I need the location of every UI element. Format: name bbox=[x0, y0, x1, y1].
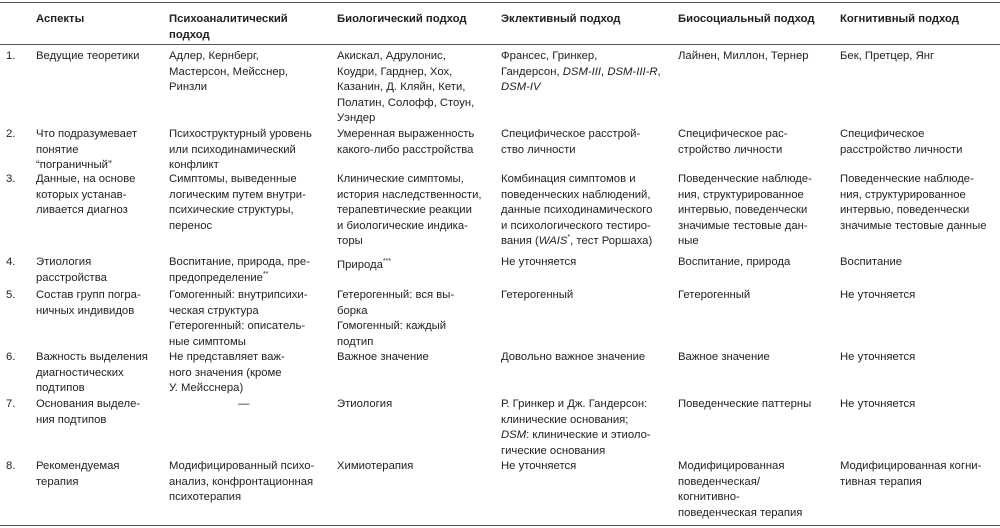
cell-line: Комбинация симптомов и bbox=[501, 173, 636, 185]
header-bottom-rule bbox=[0, 44, 1000, 45]
aspect-cell bbox=[36, 459, 120, 490]
header-aspects: Аспекты bbox=[36, 13, 85, 25]
eclectic-cell bbox=[501, 288, 573, 304]
cell-line: Воспитание, природа, пре- bbox=[169, 256, 310, 268]
dsm-iv-text: DSM-IV bbox=[501, 81, 541, 93]
text-span: Природа bbox=[337, 259, 383, 271]
cell-line: клинические основания; bbox=[501, 413, 629, 426]
cell-line: ния подтипов bbox=[36, 413, 107, 426]
psychoanalytic-cell bbox=[169, 288, 308, 350]
cell-line: и психологического тестиро- bbox=[501, 219, 651, 232]
cell-line: психотерапия bbox=[169, 491, 242, 503]
text-span: вания ( bbox=[501, 235, 539, 247]
cell-line: Казанин, Д. Кляйн, Кети, bbox=[337, 81, 466, 93]
cell-line: торы bbox=[337, 235, 363, 247]
cell-line: Гетерогенный bbox=[678, 289, 751, 301]
cell-line: расстройство личности bbox=[840, 143, 963, 156]
cell-line: поведенческих наблюдений, bbox=[501, 188, 651, 201]
cell-line: Психоструктурный уровень bbox=[169, 128, 312, 140]
cell-line: Не уточняется bbox=[501, 460, 577, 472]
cell-line: Гетерогенный bbox=[501, 289, 574, 301]
cell-line: Гетерогенный: вся вы- bbox=[337, 289, 455, 301]
row-number: 1. bbox=[6, 50, 16, 62]
footnote-mark: ** bbox=[262, 270, 269, 278]
cell-line: Модифицированный психо- bbox=[169, 460, 315, 472]
cell-line: Не представляет важ- bbox=[169, 351, 285, 363]
cell-line: ния, структурированное bbox=[678, 188, 804, 201]
text-span: , тест Роршаха) bbox=[570, 235, 653, 247]
cell-line: поведенческая/ bbox=[678, 475, 760, 488]
cell-line bbox=[501, 428, 651, 444]
wais-text: WAIS bbox=[538, 235, 568, 247]
footnote-mark: *** bbox=[382, 258, 392, 266]
cell-line: Что подразумевает bbox=[36, 128, 138, 140]
cell-line: Воспитание bbox=[840, 256, 903, 268]
biological-cell bbox=[337, 397, 392, 413]
cell-line: Поведенческие наблюде- bbox=[840, 173, 974, 185]
cell-line: Важное значение bbox=[337, 351, 429, 363]
cell-line: которых устанав- bbox=[36, 188, 127, 201]
cognitive-cell bbox=[840, 288, 915, 304]
cell-line: Модифицированная когни- bbox=[840, 460, 982, 472]
row-number: 5. bbox=[6, 289, 16, 301]
row-number: 8. bbox=[6, 460, 16, 472]
cell-line: У. Мейсснера) bbox=[169, 382, 244, 394]
eclectic-cell bbox=[501, 459, 576, 475]
cell-line: значимые тестовые дан- bbox=[678, 219, 808, 232]
cell-line: и биологические индика- bbox=[337, 219, 468, 232]
psychoanalytic-cell bbox=[169, 350, 285, 397]
text-span: Гандерсон, bbox=[501, 65, 563, 78]
table-top-rule bbox=[0, 2, 1000, 3]
biological-cell bbox=[337, 350, 429, 366]
biosocial-cell bbox=[678, 397, 811, 413]
header-biological: Биологический подход bbox=[337, 13, 467, 25]
text-span: предопределение bbox=[169, 271, 263, 284]
cell-line: Гомогенный: внутрипсихи- bbox=[169, 289, 308, 301]
row-number: 7. bbox=[6, 398, 16, 410]
cell-line: Состав групп погра- bbox=[36, 289, 141, 301]
cell-line: поведенческая терапия bbox=[678, 506, 803, 519]
psychoanalytic-cell bbox=[169, 459, 314, 506]
header-psychoanalytic-line1: Психоаналитический bbox=[169, 13, 288, 25]
eclectic-cell bbox=[501, 49, 661, 96]
cell-line: терапия bbox=[36, 475, 79, 488]
biological-cell bbox=[337, 459, 413, 475]
psychoanalytic-cell bbox=[169, 49, 288, 96]
cell-line: Гомогенный: каждый bbox=[337, 320, 447, 332]
cell-line: Специфическое расстрой- bbox=[501, 128, 641, 140]
cell-line: Важное значение bbox=[678, 351, 770, 363]
cell-line: логическим путем внутри- bbox=[169, 188, 306, 201]
text-span: , bbox=[601, 65, 608, 78]
cell-line: ничных индивидов bbox=[36, 304, 135, 317]
cell-line: перенос bbox=[169, 219, 213, 232]
cell-line: Этиология bbox=[337, 398, 393, 410]
cognitive-cell bbox=[840, 127, 962, 158]
eclectic-cell bbox=[501, 127, 640, 158]
cell-line: борка bbox=[337, 304, 368, 317]
table-bottom-rule bbox=[0, 525, 1000, 526]
cell-line: Рекомендуемая bbox=[36, 460, 120, 472]
cell-line: ные bbox=[678, 235, 699, 247]
cell-line: Поведенческие паттерны bbox=[678, 398, 812, 410]
header-cognitive: Когнитивный подход bbox=[840, 13, 959, 25]
cell-line bbox=[169, 271, 310, 287]
cell-line: интервью, поведенчески bbox=[678, 204, 808, 216]
cell-line: какого-либо расстройства bbox=[337, 143, 474, 156]
cell-line: понятие bbox=[36, 143, 79, 156]
eclectic-cell bbox=[501, 397, 651, 459]
aspect-cell bbox=[36, 49, 139, 65]
cell-line: Довольно важное значение bbox=[501, 351, 646, 363]
footnote-mark: * bbox=[567, 234, 571, 242]
cell-line: Франсес, Гринкер, bbox=[501, 50, 598, 62]
row-number: 2. bbox=[6, 128, 16, 140]
cell-line: значимые тестовые данные bbox=[840, 219, 987, 232]
cognitive-cell bbox=[840, 255, 902, 271]
cell-line: Лайнен, Миллон, Тернер bbox=[678, 50, 809, 62]
dsm-iii-r-text: DSM-III-R bbox=[607, 65, 658, 78]
cell-line: ческая структура bbox=[169, 304, 259, 317]
cognitive-cell bbox=[840, 49, 934, 65]
cell-line: история наследственности, bbox=[337, 188, 482, 201]
aspect-cell bbox=[36, 350, 148, 397]
cell-line: Поведенческие наблюде- bbox=[678, 173, 812, 185]
cell-line: ливается диагноз bbox=[36, 204, 128, 216]
biosocial-cell bbox=[678, 288, 750, 304]
cell-line: “пограничный” bbox=[36, 159, 112, 171]
eclectic-cell bbox=[501, 350, 645, 366]
cell-line: интервью, поведенчески bbox=[840, 204, 970, 216]
row-number: 6. bbox=[6, 351, 16, 363]
biological-cell bbox=[337, 127, 474, 158]
cell-line bbox=[337, 258, 391, 274]
header-biosocial: Биосоциальный подход bbox=[678, 13, 815, 25]
eclectic-cell bbox=[501, 255, 576, 271]
cell-line: Коудри, Гарднер, Хох, bbox=[337, 65, 453, 78]
cell-line bbox=[501, 65, 661, 81]
cell-line: Ведущие теоретики bbox=[36, 50, 140, 62]
biological-cell bbox=[337, 49, 474, 127]
cell-line bbox=[501, 234, 652, 250]
cell-line: подтип bbox=[337, 335, 374, 348]
cell-line: анализ, конфронтационная bbox=[169, 475, 314, 488]
cell-line: диагностических bbox=[36, 366, 124, 379]
biosocial-cell bbox=[678, 255, 790, 271]
biological-cell bbox=[337, 288, 454, 350]
psychoanalytic-cell bbox=[169, 172, 306, 234]
eclectic-cell bbox=[501, 172, 652, 250]
aspect-cell bbox=[36, 397, 140, 428]
cell-line: психические структуры, bbox=[169, 204, 294, 216]
cell-line: ного значения (кроме bbox=[169, 366, 282, 379]
aspect-cell bbox=[36, 172, 135, 219]
text-span: , bbox=[657, 65, 661, 78]
cell-line: тивная терапия bbox=[840, 475, 922, 488]
psychoanalytic-cell bbox=[169, 127, 312, 174]
cell-line: ство личности bbox=[501, 143, 576, 156]
cell-line: Не уточняется bbox=[840, 398, 916, 410]
cell-line: расстройства bbox=[36, 271, 107, 284]
dsm-text: DSM bbox=[501, 429, 527, 441]
text-span: : клинические и этиоло- bbox=[526, 429, 651, 441]
cell-line: Полатин, Солофф, Стоун, bbox=[337, 96, 475, 109]
header-psychoanalytic bbox=[169, 12, 288, 43]
cell-line: Этиология bbox=[36, 256, 92, 268]
cell-line: стройство личности bbox=[678, 143, 783, 156]
cell-line: Данные, на основе bbox=[36, 173, 136, 185]
row-number: 3. bbox=[6, 173, 16, 185]
cell-line: когнитивно- bbox=[678, 491, 740, 503]
cell-line: гические основания bbox=[501, 444, 606, 457]
cell-line: Не уточняется bbox=[840, 289, 916, 301]
biosocial-cell bbox=[678, 172, 812, 250]
cognitive-cell bbox=[840, 350, 915, 366]
cell-line: Важность выделения bbox=[36, 351, 148, 363]
cell-line: Бек, Претцер, Янг bbox=[840, 50, 935, 62]
cell-line: Акискал, Адрулонис, bbox=[337, 50, 446, 62]
cell-line: Специфическое рас- bbox=[678, 128, 788, 140]
cell-line: Гетерогенный: описатель- bbox=[169, 320, 306, 332]
cell-line: Симптомы, выведенные bbox=[169, 173, 297, 185]
cell-line: Умеренная выраженность bbox=[337, 128, 475, 140]
cell-line: подтипов bbox=[36, 382, 85, 394]
cell-line: Воспитание, природа bbox=[678, 256, 791, 268]
cognitive-cell bbox=[840, 397, 915, 413]
cell-line: Специфическое bbox=[840, 128, 925, 140]
cell-line: данные психодинамического bbox=[501, 204, 653, 216]
cell-line: Р. Гринкер и Дж. Гандерсон: bbox=[501, 398, 648, 410]
cell-line: ния, структурированное bbox=[840, 188, 966, 201]
cell-line: Мастерсон, Мейсснер, bbox=[169, 65, 289, 78]
biological-cell bbox=[337, 172, 482, 250]
cell-line: конфликт bbox=[169, 159, 219, 171]
header-eclectic: Эклективный подход bbox=[501, 13, 621, 25]
cell-line: — bbox=[238, 398, 250, 410]
cell-line: ные симптомы bbox=[169, 335, 246, 348]
aspect-cell bbox=[36, 127, 137, 174]
cell-line: или психодинамический bbox=[169, 143, 296, 156]
row-number: 4. bbox=[6, 256, 16, 268]
biosocial-cell bbox=[678, 127, 788, 158]
cell-line: Химиотерапия bbox=[337, 460, 414, 472]
biosocial-cell bbox=[678, 49, 809, 65]
cognitive-cell bbox=[840, 172, 987, 234]
biosocial-cell bbox=[678, 459, 802, 521]
dsm-iii-text: DSM-III bbox=[562, 65, 602, 78]
biosocial-cell bbox=[678, 350, 770, 366]
cell-line: Не уточняется bbox=[501, 256, 577, 268]
cell-line: Клинические симптомы, bbox=[337, 173, 464, 185]
psychoanalytic-cell bbox=[238, 397, 249, 413]
cell-line: терапевтические реакции bbox=[337, 204, 472, 216]
aspect-cell bbox=[36, 255, 107, 286]
psychoanalytic-cell bbox=[169, 255, 310, 286]
cell-line: Ринзли bbox=[169, 81, 208, 93]
cell-line: Уэндер bbox=[337, 112, 376, 124]
cognitive-cell bbox=[840, 459, 981, 490]
cell-line: Адлер, Кернберг, bbox=[169, 50, 259, 62]
cell-line: Основания выделе- bbox=[36, 398, 141, 410]
biological-cell bbox=[337, 258, 391, 274]
cell-line: Не уточняется bbox=[840, 351, 916, 363]
aspect-cell bbox=[36, 288, 141, 319]
header-psychoanalytic-line2: подход bbox=[169, 28, 210, 41]
cell-line: Модифицированная bbox=[678, 460, 785, 472]
